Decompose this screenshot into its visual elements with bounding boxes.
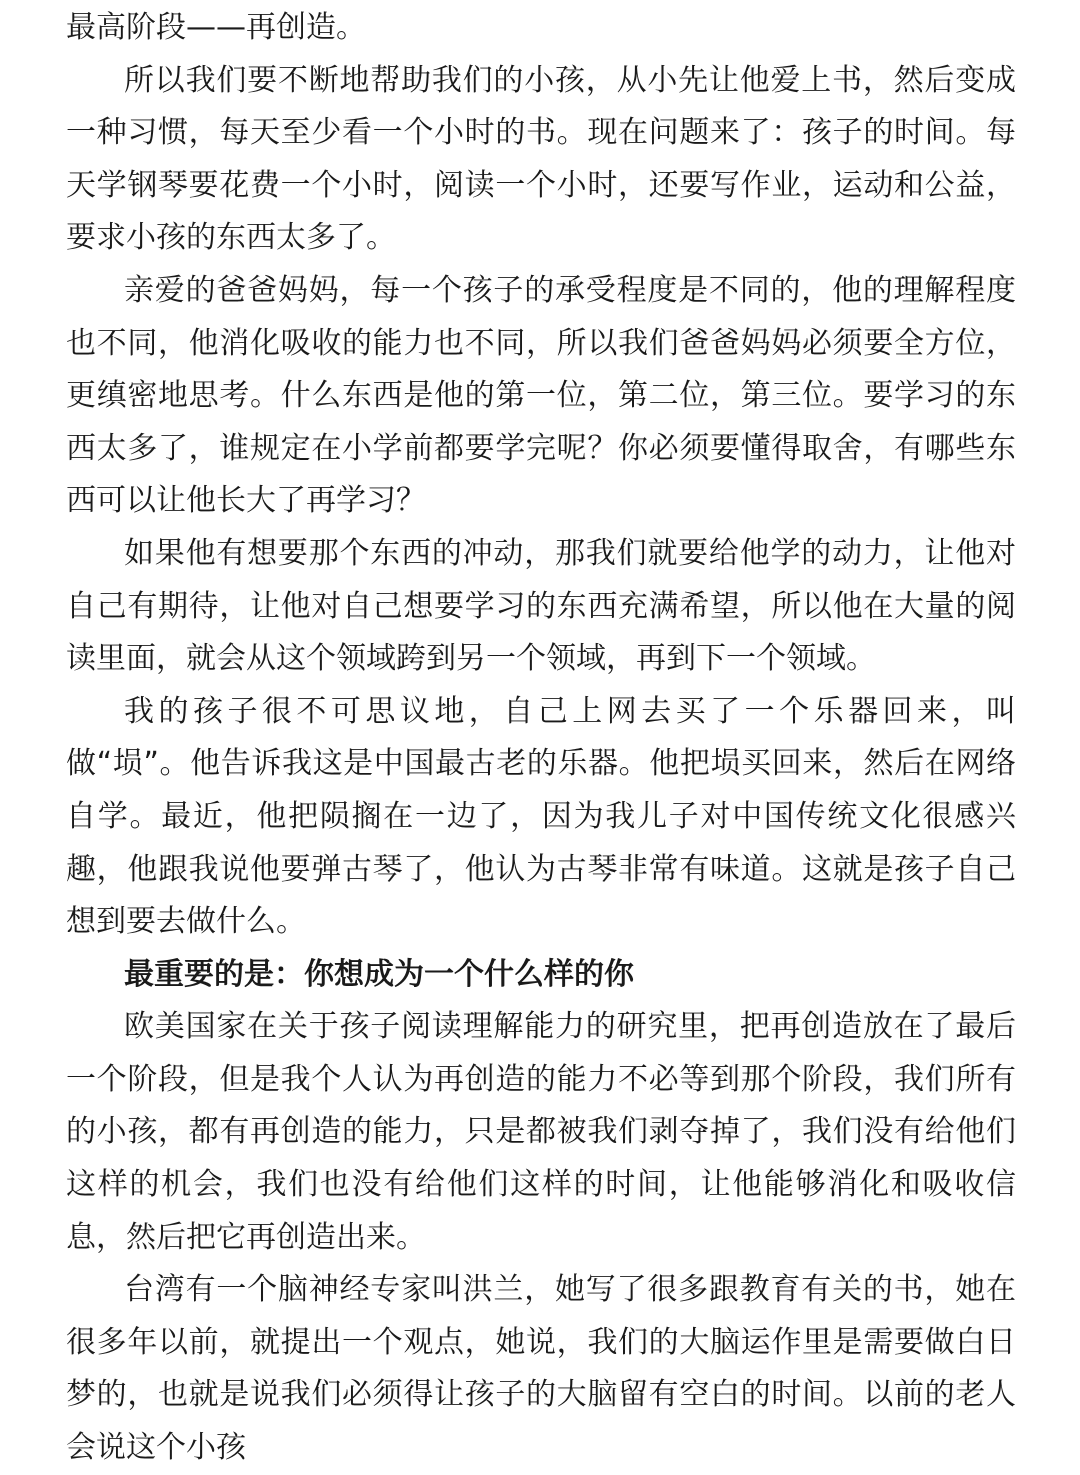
paragraph-daydream: 台湾有一个脑神经专家叫洪兰，她写了很多跟教育有关的书，她在很多年以前，就提出一个观点，她说，我们的大脑运作里是需要做白日梦的，也就是说我们必须得让孩子的大脑留有空白的时间。以前的老人会说这个小孩 [66, 1272, 1016, 1466]
section-heading: 最重要的是：你想成为一个什么样的你 [124, 956, 634, 992]
paragraph-continuation: 最高阶段——再创造。 [66, 10, 366, 45]
paragraph-motivation: 如果他有想要那个东西的冲动，那我们就要给他学的动力，让他对自己有期待，让他对自己想要学习的东西充满希望，所以他在大量的阅读里面，就会从这个领域跨到另一个领域，再到下一个领域。 [66, 535, 1016, 677]
paragraph-recreation: 欧美国家在关于孩子阅读理解能力的研究里，把再创造放在了最后一个阶段，但是我个人认为再创造的能力不必等到那个阶段，我们所有的小孩，都有再创造的能力，只是都被我们剥夺掉了，我们没有给他们这样的机会，我们也没有给他们这样的时间，让他能够消化和吸收信息，然后把它再创造出来。 [66, 1009, 1016, 1255]
paragraph-reading-habit: 所以我们要不断地帮助我们的小孩，从小先让他爱上书，然后变成一种习惯，每天至少看一个小时的书。现在问题来了：孩子的时间。每天学钢琴要花费一个小时，阅读一个小时，还要写作业，运动和公益，要求小孩的东西太多了。 [66, 62, 1016, 256]
paragraph-instrument-story: 我的孩子很不可思议地，自己上网去买了一个乐器回来，叫做“埙”。他告诉我这是中国最古老的乐器。他把埙买回来，然后在网络自学。最近，他把陨搁在一边了，因为我儿子对中国传统文化很感兴趣，他跟我说他要弹古琴了，他认为古琴非常有味道。这就是孩子自己想到要去做什么。 [66, 693, 1016, 940]
article-body [66, 2, 1016, 1475]
paragraph-priorities: 亲爱的爸爸妈妈，每一个孩子的承受程度是不同的，他的理解程度也不同，他消化吸收的能力也不同，所以我们爸爸妈妈必须要全方位，更缜密地思考。什么东西是他的第一位，第二位，第三位。要学习的东西太多了，谁规定在小学前都要学完呢？你必须要懂得取舍，有哪些东西可以让他长大了再学习？ [66, 272, 1016, 519]
